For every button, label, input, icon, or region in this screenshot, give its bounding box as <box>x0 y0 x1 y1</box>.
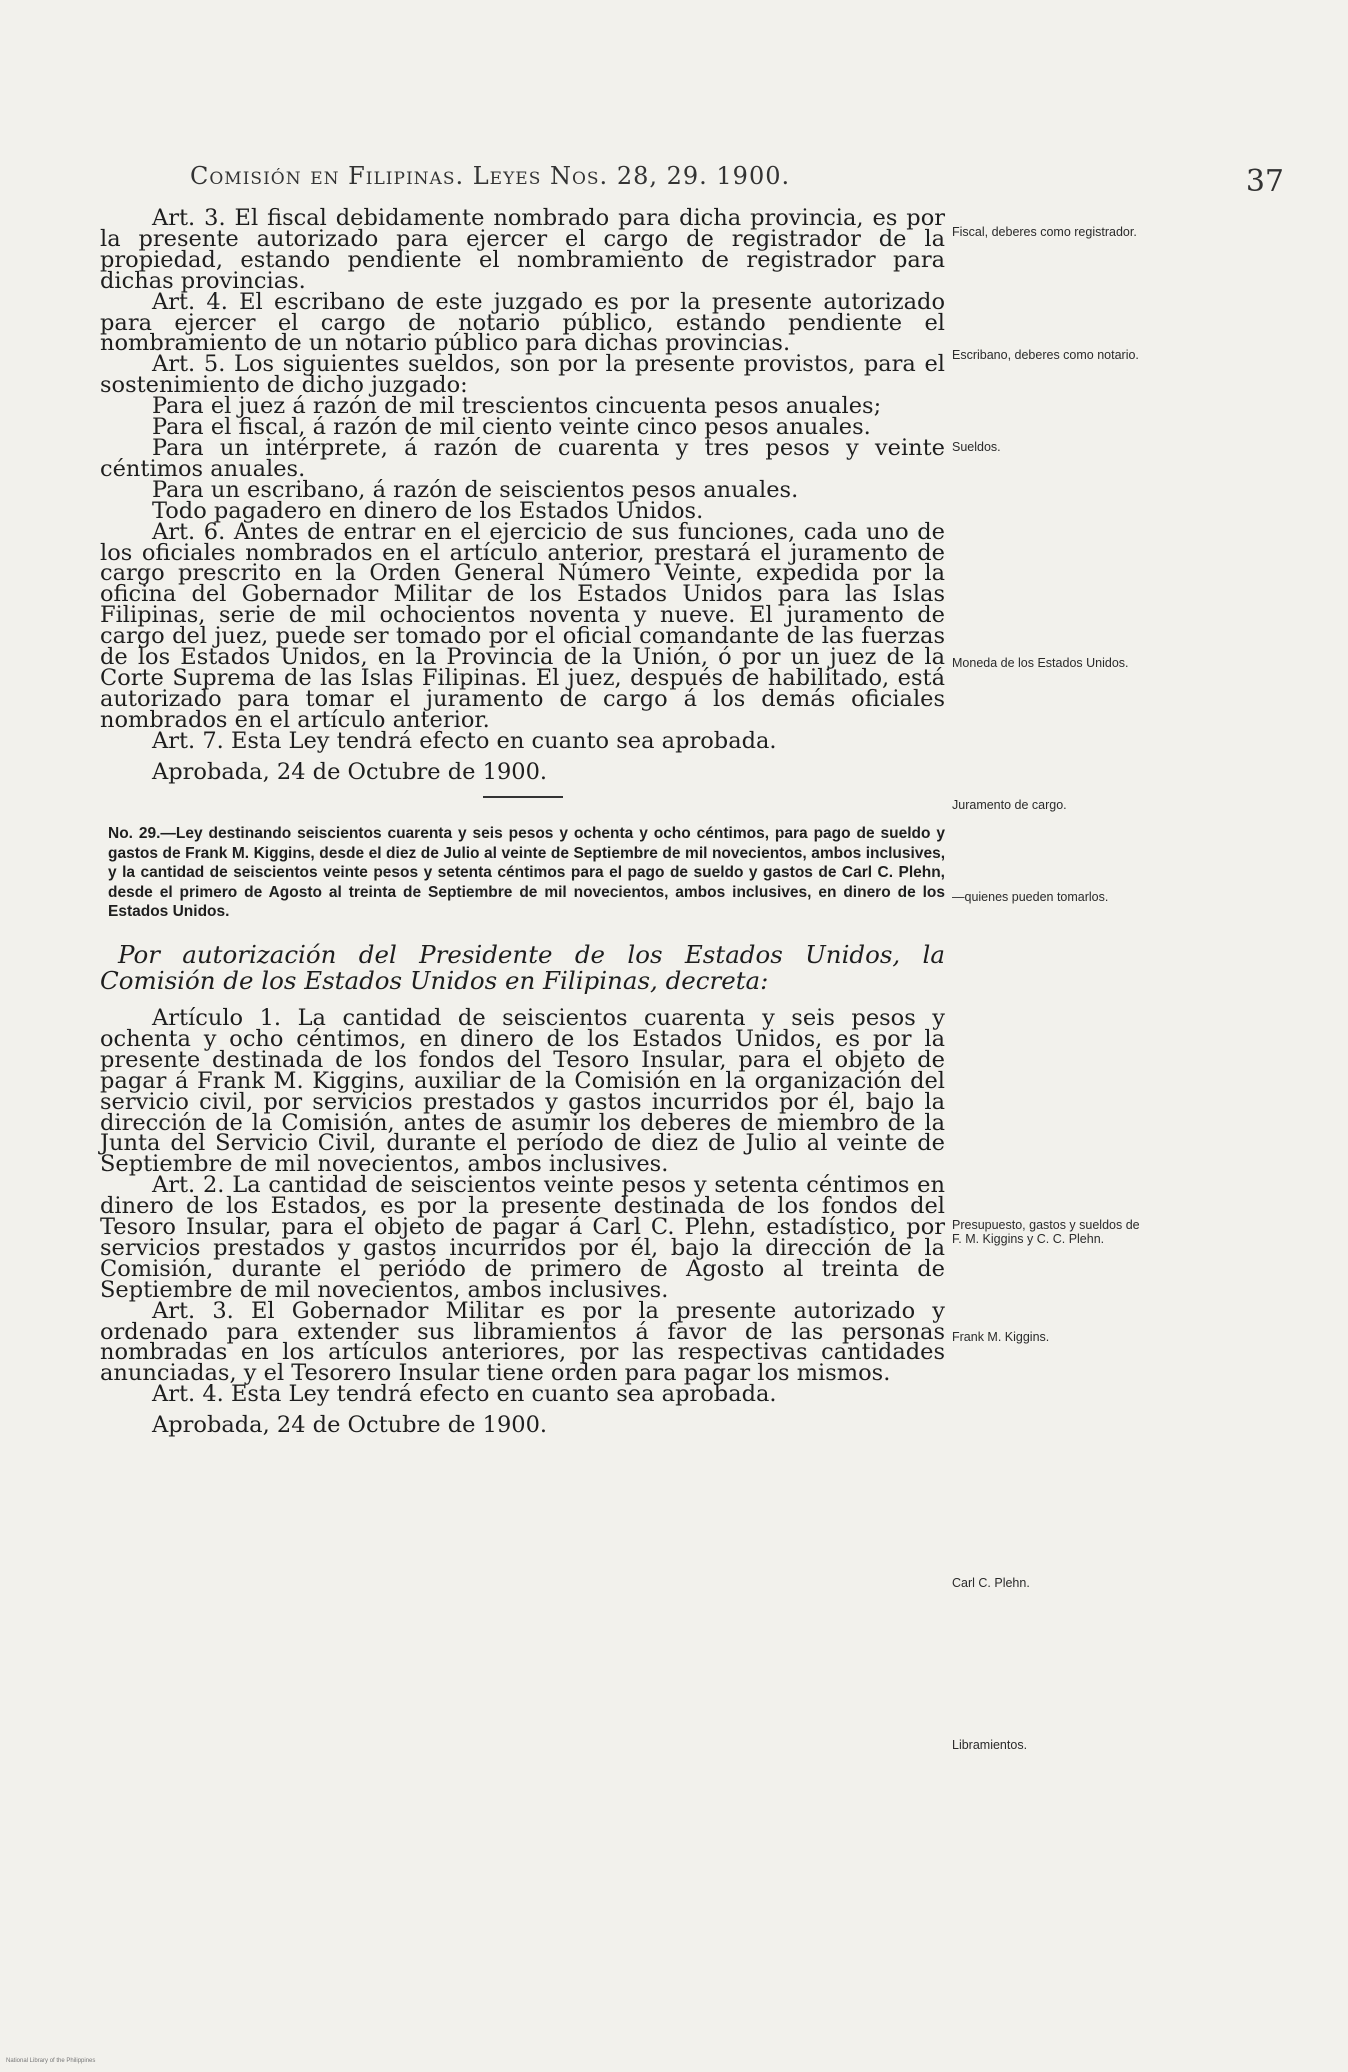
bill-29-article-3: Art. 3. El Gobernador Militar es por la presente autorizado y ordenado para extender sus libramientos á favor de las personas nombradas en los artículos anteriores, por las respectivas cantidades anunciadas, y el Tesorero Insular tiene orden para pagar los mismos. <box>100 1297 945 1387</box>
salary-fiscal: Para el fiscal, á razón de mil ciento veinte cinco pesos anuales. <box>152 414 871 441</box>
salary-currency: Todo pagadero en dinero de los Estados Unidos. <box>152 497 704 524</box>
article-5-text: Art. 5. Los siguientes sueldos, son por la presente provistos, para el sostenimiento de dicho juzgado: <box>100 351 945 399</box>
article-7-text: Art. 7. Esta Ley tendrá efecto en cuanto sea aprobada. <box>152 727 777 754</box>
margin-note-juramento: Juramento de cargo. <box>952 798 1067 812</box>
article-6-text: Art. 6. Antes de entrar en el ejercicio de sus funciones, cada uno de los oficiales nombrados en el artículo anterior, prestará el juramento de cargo prescrito en la Orden General Número Veinte, expedida por la oficina del Gobernador Militar de los Estados Unidos para las Islas Filipinas, serie de mil ochocientos noventa y nueve. El juramento de cargo del juez, puede ser tomado por el oficial comandante de las fuerzas de los Estados Unidos, en la Provincia de la Unión, ó por un juez de la Corte Suprema de las Islas Filipinas. El juez, después de habilitado, está autorizado para tomar el juramento de cargo á los demás oficiales nombrados en el artículo anterior. <box>100 518 945 733</box>
approval-date-1: Aprobada, 24 de Octubre de 1900. <box>152 758 548 785</box>
article-3-text: Art. 3. El fiscal debidamente nombrado para dicha provincia, es por la presente autorizado para ejercer el cargo de registrador de la propiedad, estando pendiente el nombramiento de registrador para dichas provincias. <box>100 205 945 294</box>
salary-clerk: Para un escribano, á razón de seiscientos pesos anuales. <box>152 476 799 503</box>
scan-source-label: National Library of the Philippines <box>6 2058 96 2064</box>
margin-note-presupuesto: Presupuesto, gastos y sueldos de F. M. Kiggins y C. C. Plehn. <box>952 1218 1140 1246</box>
header-title: Comisión en Filipinas. Leyes Nos. 28, 29. 1900. <box>190 162 791 190</box>
main-text <box>100 205 945 1439</box>
bill-29-title: No. 29.—Ley destinando seiscientos cuarenta y seis pesos y ochenta y ocho céntimos, para pago de sueldo y gastos de Frank M. Kiggins, desde el diez de Julio al veinte de Septiembre de mil novecientos, ambos inclusives, y la cantidad de seiscientos veinte pesos y setenta céntimos para el pago de sueldo y gastos de Carl C. Plehn, desde el primero de Agosto al treinta de Septiembre de mil novecientos, ambos inclusives, en dinero de los Estados Unidos. <box>108 825 945 921</box>
margin-note-escribano: Escribano, deberes como notario. <box>952 348 1139 362</box>
margin-note-moneda: Moneda de los Estados Unidos. <box>952 656 1129 670</box>
page-number: 37 <box>1245 164 1284 199</box>
margin-note-sueldos: Sueldos. <box>952 440 1001 454</box>
article-4-text: Art. 4. El escribano de este juzgado es por la presente autorizado para ejercer el cargo de notario público, estando pendiente el nombramiento de un notario público para dichas provincias. <box>100 288 945 357</box>
salary-interpreter: Para un intérprete, á razón de cuarenta y tres pesos y veinte céntimos anuales. <box>100 434 945 482</box>
margin-note-plehn: Carl C. Plehn. <box>952 1576 1030 1590</box>
salary-judge: Para el juez á razón de mil trescientos cincuenta pesos anuales; <box>152 393 882 420</box>
margin-note-kiggins: Frank M. Kiggins. <box>952 1330 1050 1344</box>
bill-29-article-2: Art. 2. La cantidad de seiscientos veinte pesos y setenta céntimos en dinero de los Estados, es por la presente destinada de los fondos del Tesoro Insular, para el objeto de pagar á Carl C. Plehn, estadístico, por servicios prestados y gastos incurridos por él, bajo la dirección de la Comisión, durante el periódo de primero de Agosto al treinta de Septiembre de mil novecientos, ambos inclusives. <box>100 1172 945 1303</box>
approval-date-2: Aprobada, 24 de Octubre de 1900. <box>152 1412 548 1439</box>
margin-note-libramientos: Libramientos. <box>952 1738 1028 1752</box>
margin-note-fiscal: Fiscal, deberes como registrador. <box>952 225 1137 239</box>
running-header <box>160 162 1284 202</box>
bill-29-article-1: Artículo 1. La cantidad de seiscientos cuarenta y seis pesos y ochenta y ocho céntimos, en dinero de los Estados Unidos, es por la presente destinada de los fondos del Tesoro Insular, para el objeto de pagar á Frank M. Kiggins, auxiliar de la Comisión en la organización del servicio civil, por servicios prestados y gastos incurridos por él, bajo la dirección de la Comisión, antes de asumir los deberes de miembro de la Junta del Servicio Civil, durante el período de diez de Julio al veinte de Septiembre de mil novecientos, ambos inclusives. <box>100 1004 945 1178</box>
enacting-clause: Por autorización del Presidente de los Estados Unidos, la Comisión de los Estados Unidos en Filipinas, decreta: <box>100 939 945 995</box>
margin-note-quienes: —quienes pueden tomarlos. <box>952 890 1109 904</box>
bill-29-article-4: Art. 4. Esta Ley tendrá efecto en cuanto sea aprobada. <box>152 1381 777 1408</box>
section-divider <box>483 796 563 798</box>
